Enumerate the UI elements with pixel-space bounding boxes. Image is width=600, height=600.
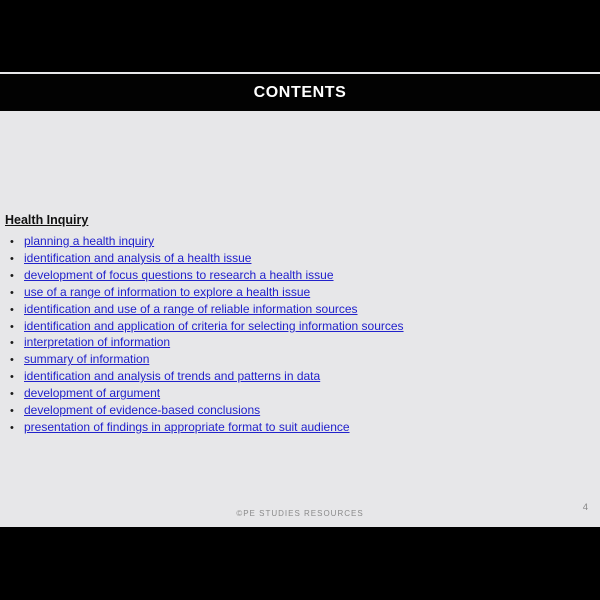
list-item (5, 319, 595, 336)
toc-link[interactable]: summary of information (24, 352, 150, 367)
list-item (5, 285, 595, 302)
list-item (5, 420, 595, 437)
contents-list (5, 234, 595, 437)
list-item (5, 302, 595, 319)
bullet-icon: • (10, 252, 14, 265)
list-item (5, 268, 595, 285)
bullet-icon: • (10, 286, 14, 299)
toc-link[interactable]: use of a range of information to explore a health issue (24, 284, 311, 299)
bullet-icon: • (10, 405, 14, 418)
list-item (5, 251, 595, 268)
section-heading: Health Inquiry (5, 213, 89, 227)
toc-link[interactable]: development of evidence-based conclusions (24, 403, 261, 418)
toc-link[interactable]: identification and use of a range of reliable information sources (24, 301, 358, 316)
toc-link[interactable]: development of argument (24, 386, 161, 401)
toc-link[interactable]: identification and analysis of a health issue (24, 250, 252, 265)
letterbox-bottom (0, 527, 600, 600)
toc-link[interactable]: identification and analysis of trends and patterns in data (24, 369, 321, 384)
slide-title-bar (0, 74, 600, 111)
toc-link[interactable]: presentation of findings in appropriate format to suit audience (24, 419, 350, 434)
list-item (5, 352, 595, 369)
bullet-icon: • (10, 236, 14, 248)
bullet-icon: • (10, 337, 14, 350)
bullet-icon: • (10, 371, 14, 384)
toc-link[interactable]: interpretation of information (24, 335, 171, 350)
footer-credit: ©PE STUDIES RESOURCES (236, 509, 364, 518)
toc-link[interactable]: planning a health inquiry (24, 234, 155, 248)
list-item (5, 335, 595, 352)
bullet-icon: • (10, 354, 14, 367)
list-item (5, 403, 595, 420)
slide-canvas (0, 72, 600, 527)
list-item (5, 369, 595, 386)
bullet-icon: • (10, 388, 14, 401)
toc-link[interactable]: development of focus questions to research a health issue (24, 267, 334, 282)
slide-title: CONTENTS (253, 83, 347, 101)
bullet-icon: • (10, 320, 14, 333)
bullet-icon: • (10, 269, 14, 282)
bullet-icon: • (10, 303, 14, 316)
page-number: 4 (582, 502, 588, 513)
bullet-icon: • (10, 421, 14, 434)
toc-link[interactable]: identification and application of criteria for selecting information sources (24, 318, 404, 333)
list-item (5, 386, 595, 403)
list-item (5, 234, 595, 251)
slide-content (5, 213, 595, 437)
letterbox-top (0, 0, 600, 72)
